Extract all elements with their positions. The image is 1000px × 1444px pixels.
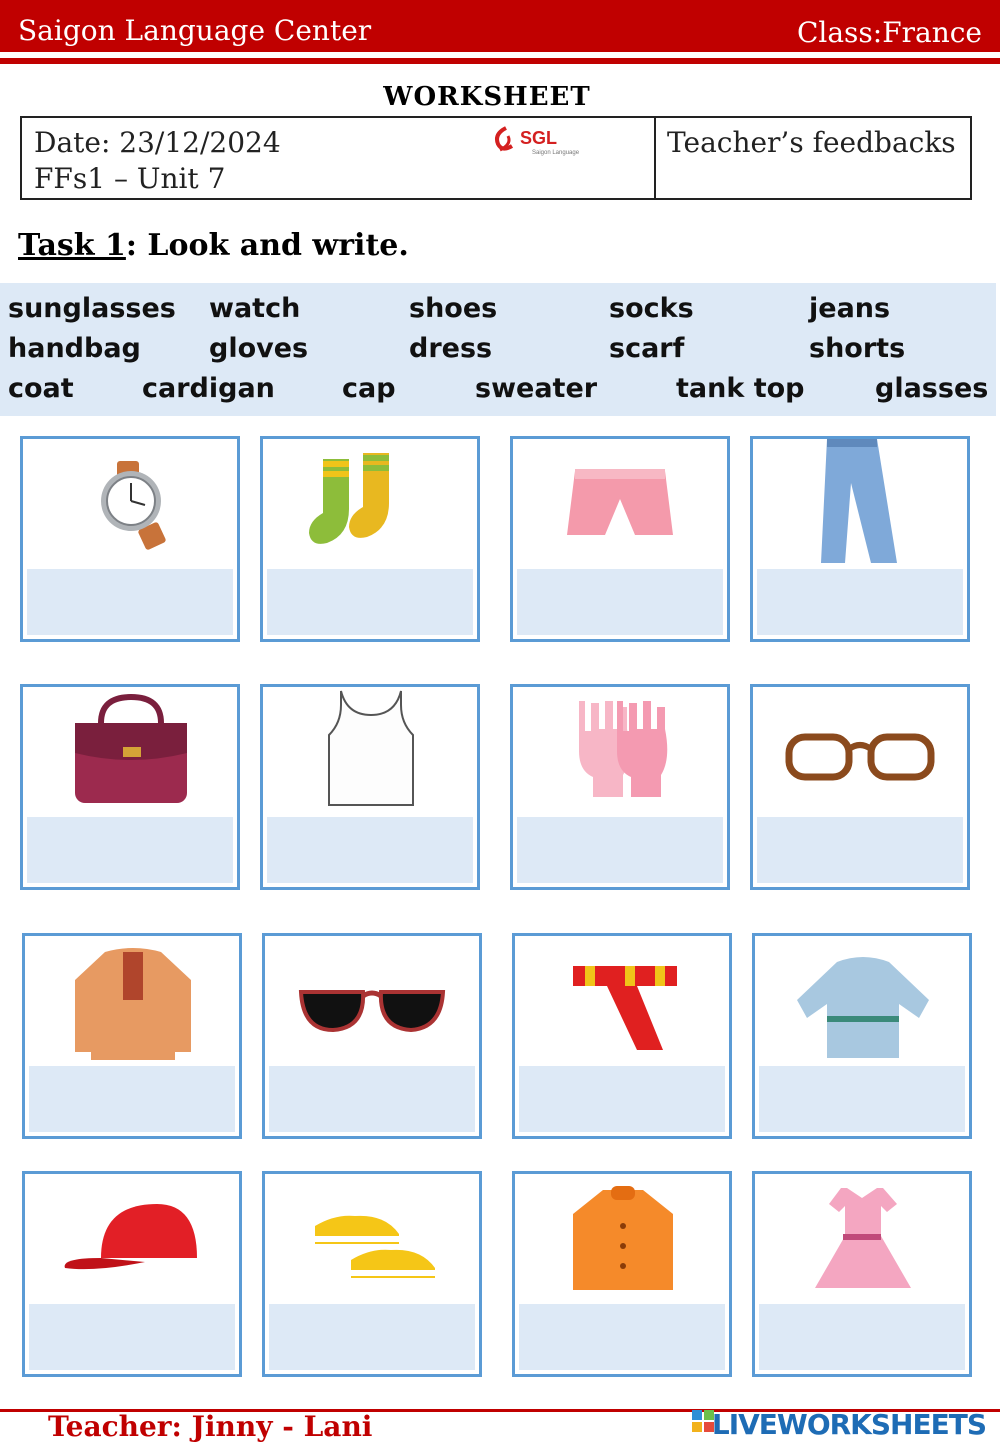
answer-field[interactable] — [27, 817, 233, 883]
picture-card — [510, 684, 730, 890]
picture-card — [750, 436, 970, 642]
picture-card — [20, 436, 240, 642]
info-left-cell — [22, 118, 656, 198]
coat-image — [515, 1174, 729, 1304]
task-heading — [18, 228, 409, 263]
picture-card — [22, 933, 242, 1139]
sunglasses-image — [265, 936, 479, 1066]
word-bank-item: shorts — [809, 333, 906, 364]
answer-field[interactable] — [757, 569, 963, 635]
answer-field[interactable] — [267, 817, 473, 883]
word-bank-item: coat — [8, 373, 74, 404]
answer-field[interactable] — [759, 1304, 965, 1370]
picture-card — [510, 436, 730, 642]
tank-top-image — [263, 687, 477, 817]
answer-field[interactable] — [29, 1066, 235, 1132]
word-bank-item: gloves — [209, 333, 309, 364]
word-bank-item: shoes — [409, 293, 498, 324]
word-bank-item: glasses — [875, 373, 989, 404]
task-instruction: : Look and write. — [125, 228, 409, 263]
cap-image — [25, 1174, 239, 1304]
center-name: Saigon Language Center — [18, 14, 372, 47]
answer-field[interactable] — [517, 569, 723, 635]
logo-subtext: Saigon Language — [532, 150, 580, 156]
date-text: Date: 23/12/2024 — [34, 126, 281, 159]
cardigan-image — [25, 936, 239, 1066]
word-bank-item: cap — [342, 373, 396, 404]
glasses-image — [753, 687, 967, 817]
answer-field[interactable] — [517, 817, 723, 883]
word-bank-item: tank top — [676, 373, 805, 404]
shorts-image — [513, 439, 727, 569]
picture-card — [262, 933, 482, 1139]
picture-card — [752, 933, 972, 1139]
answer-field[interactable] — [267, 569, 473, 635]
word-bank-item: handbag — [8, 333, 141, 364]
answer-field[interactable] — [519, 1304, 725, 1370]
logo-text: SGL — [520, 128, 558, 148]
gloves-image — [513, 687, 727, 817]
teacher-names: Teacher: Jinny - Lani — [48, 1410, 373, 1443]
word-bank-item: sweater — [475, 373, 598, 404]
picture-card — [262, 1171, 482, 1377]
info-table — [20, 116, 972, 200]
word-bank-item: cardigan — [142, 373, 275, 404]
unit-text: FFs1 – Unit 7 — [34, 162, 226, 195]
jeans-image — [753, 439, 967, 569]
task-label: Task 1 — [18, 228, 126, 263]
handbag-image — [23, 687, 237, 817]
picture-card — [260, 684, 480, 890]
picture-card — [752, 1171, 972, 1377]
picture-card — [512, 933, 732, 1139]
liveworksheets-brand: LIVEWORKSHEETS — [711, 1408, 986, 1441]
answer-field[interactable] — [759, 1066, 965, 1132]
answer-field[interactable] — [269, 1304, 475, 1370]
feedback-label: Teacher’s feedbacks — [667, 126, 956, 159]
word-bank-item: socks — [609, 293, 694, 324]
word-bank-item: scarf — [609, 333, 685, 364]
header-divider — [0, 58, 1000, 64]
dress-image — [755, 1174, 969, 1304]
answer-field[interactable] — [29, 1304, 235, 1370]
answer-field[interactable] — [269, 1066, 475, 1132]
socks-image — [263, 439, 477, 569]
word-bank — [0, 283, 996, 416]
word-bank-item: jeans — [809, 293, 891, 324]
class-label: Class:France — [796, 16, 982, 49]
word-bank-item: dress — [409, 333, 493, 364]
answer-field[interactable] — [757, 817, 963, 883]
picture-card — [260, 436, 480, 642]
word-bank-item: sunglasses — [8, 293, 176, 324]
watch-image — [23, 439, 237, 569]
word-bank-item: watch — [209, 293, 301, 324]
picture-card — [750, 684, 970, 890]
header-bar — [0, 0, 1000, 52]
answer-field[interactable] — [519, 1066, 725, 1132]
answer-field[interactable] — [27, 569, 233, 635]
shoes-image — [265, 1174, 479, 1304]
sweater-image — [755, 936, 969, 1066]
picture-card — [22, 1171, 242, 1377]
picture-card — [512, 1171, 732, 1377]
worksheet-title: WORKSHEET — [383, 82, 591, 112]
scarf-image — [515, 936, 729, 1066]
picture-card — [20, 684, 240, 890]
sgl-logo-icon — [492, 124, 592, 158]
